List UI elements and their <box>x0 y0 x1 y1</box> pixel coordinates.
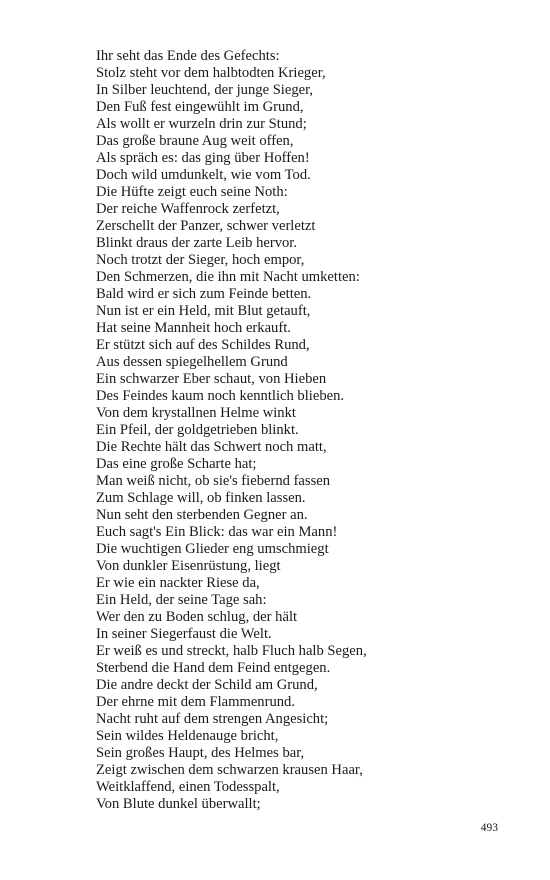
poem-line: Den Schmerzen, die ihn mit Nacht umketten: <box>96 269 360 285</box>
poem-line: Bald wird er sich zum Feinde betten. <box>96 286 312 302</box>
poem-line: Den Fuß fest eingewühlt im Grund, <box>96 99 304 115</box>
poem-line: Sein großes Haupt, des Helmes bar, <box>96 745 305 761</box>
poem-line: In seiner Siegerfaust die Welt. <box>96 626 272 642</box>
poem-line: Zeigt zwischen dem schwarzen krausen Haar, <box>96 762 363 778</box>
poem-line: Er stützt sich auf des Schildes Rund, <box>96 337 310 353</box>
poem-line: Hat seine Mannheit hoch erkauft. <box>96 320 291 336</box>
poem-line: Stolz steht vor dem halbtodten Krieger, <box>96 65 326 81</box>
poem-line: Von dem krystallnen Helme winkt <box>96 405 296 421</box>
poem-line: Von Blute dunkel überwallt; <box>96 796 261 812</box>
poem-line: Zerschellt der Panzer, schwer verletzt <box>96 218 316 234</box>
poem-line: Aus dessen spiegelhellem Grund <box>96 354 288 370</box>
poem-line: Doch wild umdunkelt, wie vom Tod. <box>96 167 311 183</box>
poem-line: Als wollt er wurzeln drin zur Stund; <box>96 116 307 132</box>
page-number: 493 <box>480 822 498 834</box>
poem-line: Ihr seht das Ende des Gefechts: <box>96 48 280 64</box>
poem-line: Ein Held, der seine Tage sah: <box>96 592 267 608</box>
poem-line: Die Rechte hält das Schwert noch matt, <box>96 439 327 455</box>
poem-line: Er wie ein nackter Riese da, <box>96 575 260 591</box>
poem-line: Als spräch es: das ging über Hoffen! <box>96 150 310 166</box>
poem-line: Nacht ruht auf dem strengen Angesicht; <box>96 711 329 727</box>
poem-line: Zum Schlage will, ob finken lassen. <box>96 490 306 506</box>
poem-line: Die Hüfte zeigt euch seine Noth: <box>96 184 288 200</box>
poem-line: Der reiche Waffenrock zerfetzt, <box>96 201 280 217</box>
poem-line: Sein wildes Heldenauge bricht, <box>96 728 279 744</box>
poem-line: Noch trotzt der Sieger, hoch empor, <box>96 252 305 268</box>
poem-line: Blinkt draus der zarte Leib hervor. <box>96 235 297 251</box>
poem-line: Die wuchtigen Glieder eng umschmiegt <box>96 541 329 557</box>
poem-line: Der ehrne mit dem Flammenrund. <box>96 694 295 710</box>
poem-line: Er weiß es und streckt, halb Fluch halb Segen, <box>96 643 367 659</box>
poem-line: Das eine große Scharte hat; <box>96 456 257 472</box>
poem-line: Euch sagt's Ein Blick: das war ein Mann! <box>96 524 338 540</box>
poem-line: Nun ist er ein Held, mit Blut getauft, <box>96 303 311 319</box>
poem-line: Von dunkler Eisenrüstung, liegt <box>96 558 281 574</box>
poem-line: Man weiß nicht, ob sie's fiebernd fassen <box>96 473 331 489</box>
poem-line: Ein Pfeil, der goldgetrieben blinkt. <box>96 422 299 438</box>
poem-line: Weitklaffend, einen Todesspalt, <box>96 779 280 795</box>
poem-text-block <box>96 48 367 813</box>
poem-line: Nun seht den sterbenden Gegner an. <box>96 507 308 523</box>
poem-line: In Silber leuchtend, der junge Sieger, <box>96 82 314 98</box>
poem-line: Das große braune Aug weit offen, <box>96 133 294 149</box>
poem-line: Ein schwarzer Eber schaut, von Hieben <box>96 371 327 387</box>
poem-line: Sterbend die Hand dem Feind entgegen. <box>96 660 331 676</box>
poem-line: Wer den zu Boden schlug, der hält <box>96 609 298 625</box>
poem-line: Des Feindes kaum noch kenntlich blieben. <box>96 388 345 404</box>
poem-line: Die andre deckt der Schild am Grund, <box>96 677 318 693</box>
